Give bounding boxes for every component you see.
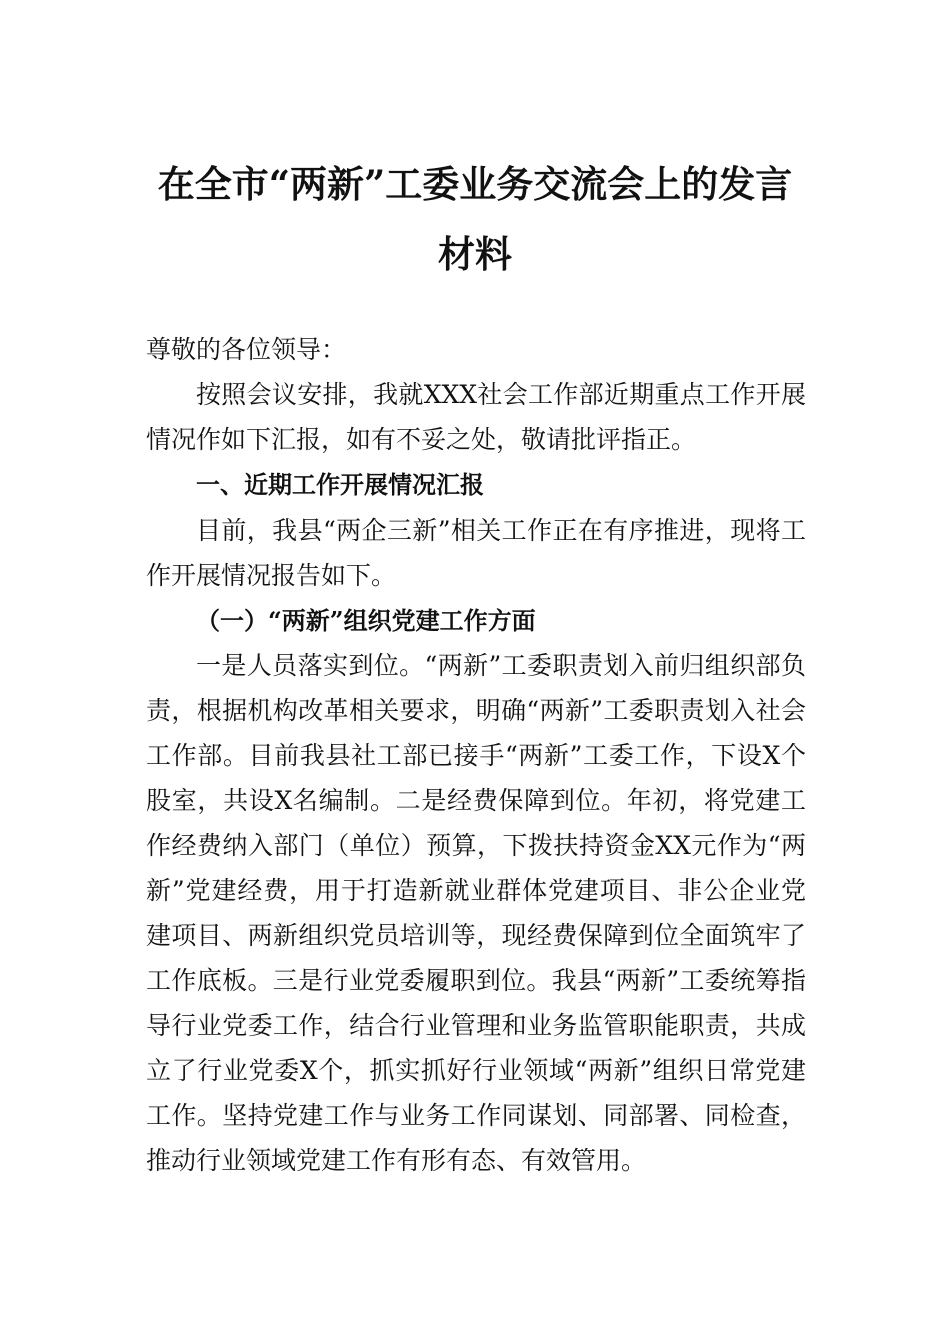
body-paragraph: 一是人员落实到位。“两新”工委职责划入前归组织部负责，根据机构改革相关要求，明确“两新”工委职责划入社会工作部。目前我县社工部已接手“两新”工委工作，下设X个股室，共设X名编制。二是经费保障到位。年初，将党建工作经费纳入部门（单位）预算，下拨扶持资金XX元作为“两新”党建经费，用于打造新就业群体党建项目、非公企业党建项目、两新组织党员培训等，现经费保障到位全面筑牢了工作底板。三是行业党委履职到位。我县“两新”工委统筹指导行业党委工作，结合行业管理和业务监管职能职责，共成立了行业党委X个，抓实抓好行业领域“两新”组织日常党建工作。坚持党建工作与业务工作同谋划、同部署、同检查，推动行业领域党建工作有形有态、有效管用。 [146, 651, 806, 1175]
salutation: 尊敬的各位领导： [146, 335, 347, 364]
document-title-line-2: 材料 [438, 232, 512, 276]
summary-paragraph: 目前，我县“两企三新”相关工作正在有序推进，现将工作开展情况报告如下。 [146, 516, 806, 590]
document-title-line-1: 在全市“两新”工委业务交流会上的发言 [157, 162, 793, 206]
section-heading: 一、近期工作开展情况汇报 [196, 471, 484, 499]
intro-paragraph: 按照会议安排，我就XXX社会工作部近期重点工作开展情况作如下汇报，如有不妥之处，敬请批评指正。 [146, 380, 806, 454]
subsection-heading: （一）“两新”组织党建工作方面 [196, 606, 536, 635]
